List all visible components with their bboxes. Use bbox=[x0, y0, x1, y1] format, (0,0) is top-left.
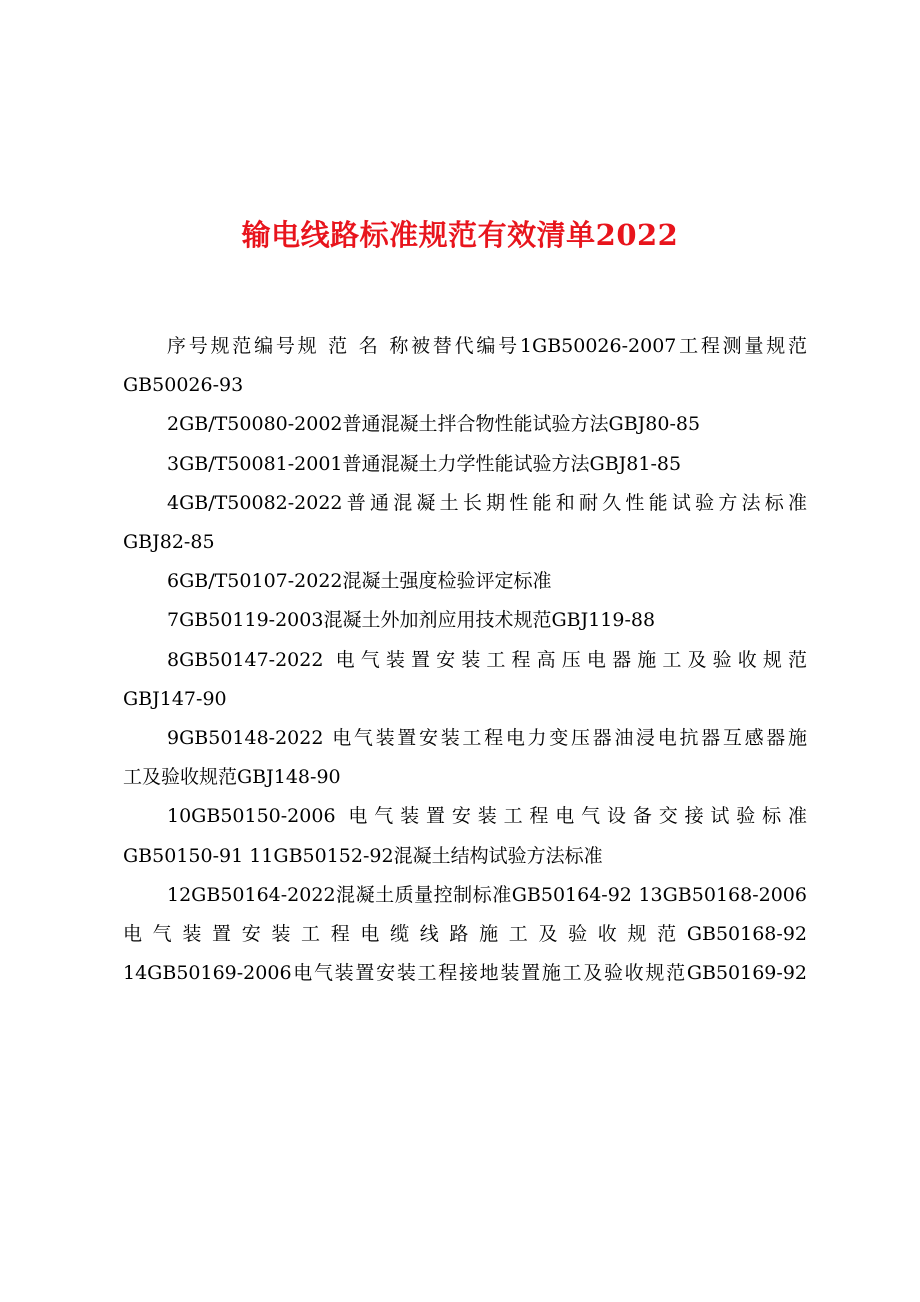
paragraph-line: 2GB/T50080-2002普通混凝土拌合物性能试验方法GBJ80-85 bbox=[167, 413, 701, 436]
paragraph-6 bbox=[123, 601, 807, 640]
paragraph-10 bbox=[123, 876, 807, 994]
paragraph-5 bbox=[123, 562, 807, 601]
paragraph-line: GBJ147-90 bbox=[123, 687, 227, 710]
paragraph-3 bbox=[123, 445, 807, 484]
paragraph-2 bbox=[123, 405, 807, 444]
paragraph-line: 8GB50147-2022 电气装置安装工程高压电器施工及验收规范 bbox=[167, 648, 807, 671]
paragraph-7 bbox=[123, 641, 807, 719]
document-body bbox=[123, 327, 807, 993]
paragraph-4 bbox=[123, 484, 807, 562]
paragraph-line: 12GB50164-2022混凝土质量控制标准GB50164-92 13GB50168-2006 bbox=[167, 883, 807, 906]
paragraph-line: GB50026-93 bbox=[123, 374, 244, 397]
paragraph-line: 14GB50169-2006电气装置安装工程接地装置施工及验收规范GB50169-92 bbox=[123, 962, 807, 985]
paragraph-line: 6GB/T50107-2022混凝土强度检验评定标准 bbox=[167, 570, 552, 593]
paragraph-8 bbox=[123, 719, 807, 797]
paragraph-9 bbox=[123, 797, 807, 875]
paragraph-line: 9GB50148-2022 电气装置安装工程电力变压器油浸电抗器互感器施 bbox=[167, 727, 807, 750]
paragraph-line: 7GB50119-2003混凝土外加剂应用技术规范GBJ119-88 bbox=[167, 609, 656, 632]
paragraph-line: GB50150-91 11GB50152-92混凝土结构试验方法标准 bbox=[123, 844, 603, 867]
document-title: 输电线路标准规范有效清单2022 bbox=[241, 218, 679, 253]
paragraph-line: 工及验收规范GBJ148-90 bbox=[123, 766, 341, 789]
paragraph-line: 3GB/T50081-2001普通混凝土力学性能试验方法GBJ81-85 bbox=[167, 452, 682, 475]
paragraph-line: 序号规范编号规 范 名 称被替代编号1GB50026-2007工程测量规范 bbox=[167, 335, 807, 357]
paragraph-line: GBJ82-85 bbox=[123, 531, 215, 554]
paragraph-1 bbox=[123, 327, 807, 405]
paragraph-line: 10GB50150-2006 电气装置安装工程电气设备交接试验标准 bbox=[167, 805, 807, 828]
paragraph-line: 4GB/T50082-2022普通混凝土长期性能和耐久性能试验方法标准 bbox=[167, 491, 807, 514]
paragraph-line: 电 气 装 置 安 装 工 程 电 缆 线 路 施 工 及 验 收 规 范 GB50168-92 bbox=[123, 923, 807, 946]
